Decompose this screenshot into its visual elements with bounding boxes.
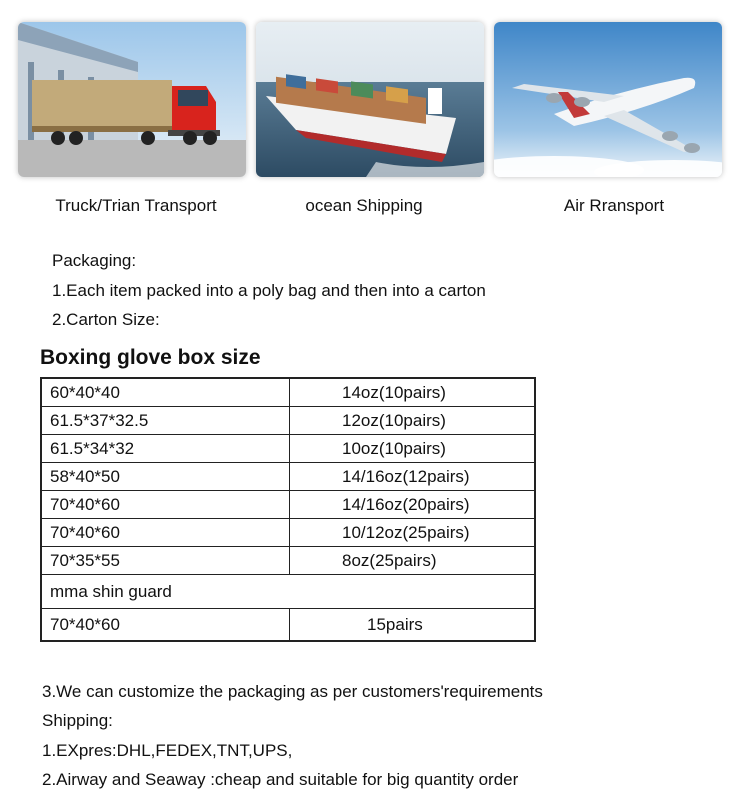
air-caption: Air Rransport [563,196,665,215]
shipping-line-2: 2.Airway and Seaway :cheap and suitable for big quantity order [42,770,519,789]
size-cell: 70*40*60 [41,519,290,547]
truck-photo [18,22,246,177]
table-heading: Boxing glove box size [40,346,261,369]
shipping-title: Shipping: [42,711,113,730]
table-row [41,547,535,575]
shipping-line-1: 1.EXpres:DHL,FEDEX,TNT,UPS, [42,741,293,760]
size-cell: 58*40*50 [41,463,290,491]
packaging-title: Packaging: [52,251,137,270]
size-cell: 61.5*34*32 [41,435,290,463]
qty-cell: 10oz(10pairs) [290,435,536,463]
airplane-photo [494,22,722,177]
packaging-line-1: 1.Each item packed into a poly bag and then into a carton [52,281,486,300]
qty-cell: 14/16oz(12pairs) [290,463,536,491]
customize-note: 3.We can customize the packaging as per customers'requirements [42,682,543,701]
ship-caption: ocean Shipping [305,196,423,215]
table-row [41,491,535,519]
qty-cell: 14/16oz(20pairs) [290,491,536,519]
section-cell: mma shin guard [41,575,535,609]
qty-cell: 12oz(10pairs) [290,407,536,435]
table-row [41,435,535,463]
qty-cell: 14oz(10pairs) [290,378,536,407]
qty-cell: 8oz(25pairs) [290,547,536,575]
table-row [41,407,535,435]
table-section-row [41,575,535,609]
size-cell: 70*40*60 [41,609,290,642]
truck-caption: Truck/Trian Transport [55,196,217,215]
packaging-line-2: 2.Carton Size: [52,310,160,329]
size-cell: 70*35*55 [41,547,290,575]
box-size-table [40,377,536,642]
qty-cell: 15pairs [290,609,536,642]
table-row [41,463,535,491]
table-row [41,609,535,642]
qty-cell: 10/12oz(25pairs) [290,519,536,547]
size-cell: 60*40*40 [41,378,290,407]
table-row [41,378,535,407]
table-row [41,519,535,547]
container-ship-photo [256,22,484,177]
size-cell: 70*40*60 [41,491,290,519]
size-cell: 61.5*37*32.5 [41,407,290,435]
